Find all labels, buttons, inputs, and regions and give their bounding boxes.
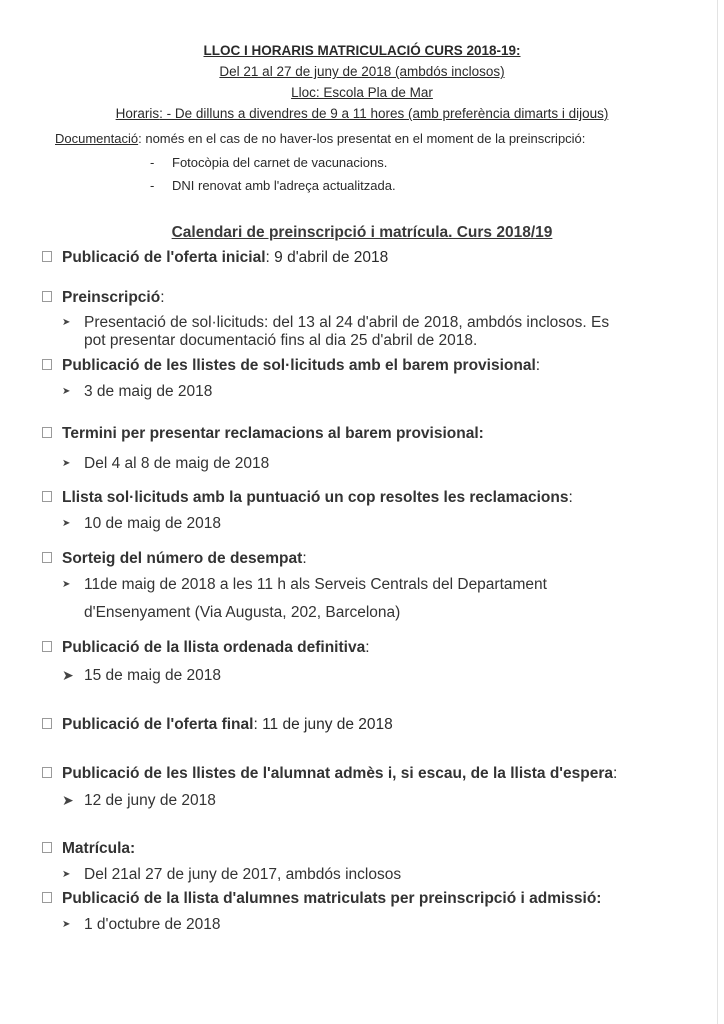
checkbox-icon xyxy=(42,718,52,729)
documentation-label: Documentació xyxy=(55,131,139,146)
calendar-item-oferta-final: Publicació de l'oferta final: 11 de juny de 2018 xyxy=(42,716,393,734)
calendar-item-sorteig: Sorteig del número de desempat: xyxy=(42,550,307,568)
checkbox-icon xyxy=(42,552,52,563)
schedule-text: : - De dilluns a divendres de 9 a 11 hores (amb preferència dimarts i dijous) xyxy=(159,106,609,121)
calendar-item-reclamacions: Termini per presentar reclamacions al barem provisional: xyxy=(42,425,484,443)
sub-sorteig-cont: d'Ensenyament (Via Augusta, 202, Barcelona) xyxy=(84,604,401,621)
arrow-bullet-icon: ➤ xyxy=(62,792,74,809)
calendar-item-admesos: Publicació de les llistes de l'alumnat admès i, si escau, de la llista d'espera: xyxy=(42,765,617,783)
header-place-line xyxy=(0,82,724,103)
arrow-bullet-icon: ➤ xyxy=(62,579,71,591)
arrow-bullet-icon: ➤ xyxy=(62,458,71,470)
sub-reclamacions: ➤ Del 4 al 8 de maig de 2018 xyxy=(62,455,270,472)
header-title: LLOC I HORARIS MATRICULACIÓ CURS 2018-19: xyxy=(203,43,521,58)
header-dates-line xyxy=(0,61,724,82)
sub-preinscripcio: ➤ Presentació de sol·licituds: del 13 al 24 d'abril de 2018, ambdós inclosos. Es xyxy=(62,314,610,331)
schedule-label: Horaris xyxy=(115,106,160,121)
sub-preinscripcio-cont: pot presentar documentació fins al dia 25 d'abril de 2018. xyxy=(84,332,478,349)
checkbox-icon xyxy=(42,291,52,302)
arrow-bullet-icon: ➤ xyxy=(62,919,71,931)
sub-admesos: ➤ 12 de juny de 2018 xyxy=(62,792,216,809)
checkbox-icon xyxy=(42,251,52,262)
arrow-bullet-icon: ➤ xyxy=(62,317,71,329)
checkbox-icon xyxy=(42,359,52,370)
calendar-item-preinscripcio: Preinscripció: xyxy=(42,289,165,307)
page-edge xyxy=(717,0,718,1024)
header-title-line xyxy=(0,40,724,61)
sub-matriculats: ➤ 1 d'octubre de 2018 xyxy=(62,916,221,933)
checkbox-icon xyxy=(42,892,52,903)
header-schedule-line xyxy=(0,103,724,124)
header-dates: Del 21 al 27 de juny de 2018 (ambdós inclosos) xyxy=(219,64,505,79)
calendar-item-matriculats: Publicació de la llista d'alumnes matriculats per preinscripció i admissió: xyxy=(42,890,601,908)
sub-llista-definitiva: ➤ 15 de maig de 2018 xyxy=(62,667,222,684)
sub-matricula: ➤ Del 21al 27 de juny de 2017, ambdós inclosos xyxy=(62,866,402,883)
arrow-bullet-icon: ➤ xyxy=(62,386,71,398)
doc-item-dni: - DNI renovat amb l'adreça actualitzada. xyxy=(150,178,396,193)
checkbox-icon xyxy=(42,767,52,778)
enrollment-header xyxy=(0,40,724,124)
calendar-item-puntuacio: Llista sol·licituds amb la puntuació un cop resoltes les reclamacions: xyxy=(42,489,573,507)
arrow-bullet-icon: ➤ xyxy=(62,869,71,881)
sub-sorteig: ➤ 11de maig de 2018 a les 11 h als Serveis Centrals del Departament xyxy=(62,576,547,593)
checkbox-icon xyxy=(42,641,52,652)
calendar-item-barem-provisional: Publicació de les llistes de sol·licituds amb el barem provisional: xyxy=(42,357,540,375)
calendar-title: Calendari de preinscripció i matrícula. Curs 2018/19 xyxy=(171,224,553,241)
documentation-text: : només en el cas de no haver-los presentat en el moment de la preinscripció: xyxy=(138,131,586,146)
checkbox-icon xyxy=(42,491,52,502)
arrow-bullet-icon: ➤ xyxy=(62,667,74,684)
sub-barem-provisional: ➤ 3 de maig de 2018 xyxy=(62,383,213,400)
doc-item-vaccination: - Fotocòpia del carnet de vacunacions. xyxy=(150,155,388,170)
header-place: Lloc: Escola Pla de Mar xyxy=(291,85,433,100)
calendar-item-oferta-inicial: Publicació de l'oferta inicial: 9 d'abril de 2018 xyxy=(42,249,388,267)
checkbox-icon xyxy=(42,427,52,438)
arrow-bullet-icon: ➤ xyxy=(62,518,71,530)
sub-puntuacio: ➤ 10 de maig de 2018 xyxy=(62,515,222,532)
checkbox-icon xyxy=(42,842,52,853)
documentation-line xyxy=(55,131,585,146)
calendar-item-matricula: Matrícula: xyxy=(42,840,135,858)
calendar-item-llista-definitiva: Publicació de la llista ordenada definitiva: xyxy=(42,639,370,657)
